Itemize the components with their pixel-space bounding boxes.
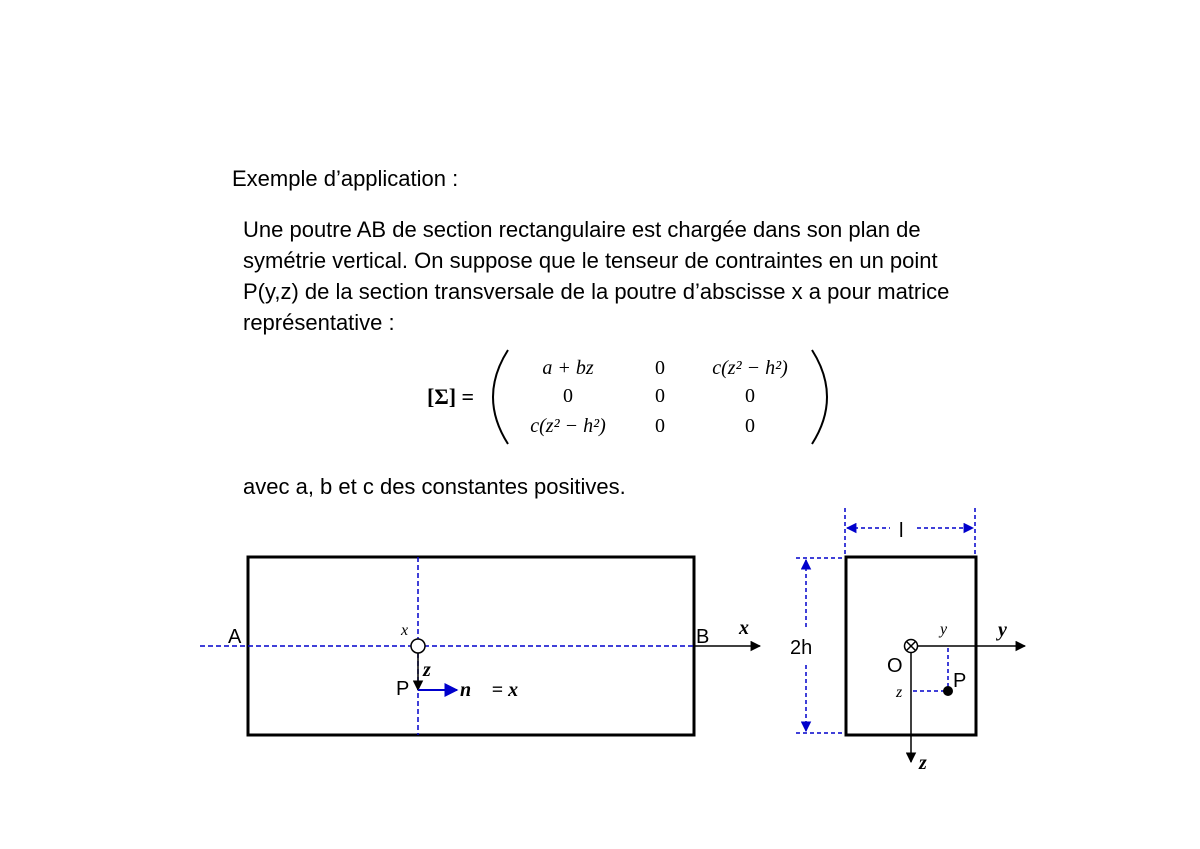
- matrix-right-paren: [812, 350, 827, 444]
- matrix-cell: c(z² − h²): [712, 357, 788, 379]
- matrix-cell: a + bz: [542, 357, 594, 379]
- axis-y-label: y⃗: [998, 619, 1023, 641]
- stress-matrix: [427, 350, 827, 444]
- label-x-small: x: [401, 622, 409, 639]
- paragraph-line: symétrie vertical. On suppose que le tenseur de contraintes en un point: [243, 248, 938, 273]
- label-b: B: [696, 626, 710, 648]
- section-point-circle: [411, 639, 425, 653]
- constants-note: avec a, b et c des constantes positives.: [243, 474, 626, 499]
- origin-label: O: [887, 655, 903, 677]
- matrix-cell: 0: [745, 385, 755, 407]
- height-label: 2h: [790, 637, 813, 659]
- matrix-left-paren: [493, 350, 508, 444]
- width-label: l: [899, 520, 904, 542]
- cross-section-diagram: [790, 508, 1025, 774]
- beam-diagram: [200, 557, 765, 735]
- paragraph-line: Une poutre AB de section rectangulaire est chargée dans son plan de: [243, 217, 921, 242]
- label-p: P: [396, 678, 410, 700]
- label-p-section: P: [953, 670, 967, 692]
- paragraph-line: P(y,z) de la section transversale de la poutre d’abscisse x a pour matrice: [243, 279, 950, 304]
- label-z-small: z: [896, 684, 903, 701]
- label-y-small: y: [940, 621, 948, 638]
- matrix-cell: c(z² − h²): [530, 415, 606, 437]
- matrix-cell: 0: [655, 415, 665, 437]
- example-heading: Exemple d’application :: [232, 166, 459, 191]
- point-p-dot: [943, 686, 953, 696]
- axis-z-label: z⃗: [423, 659, 447, 681]
- paragraph-line: représentative :: [243, 310, 395, 335]
- normal-label: n⃗ = x⃗: [460, 679, 534, 701]
- matrix-cell: 0: [655, 385, 665, 407]
- label-a: A: [228, 626, 242, 648]
- axis-x-label: x⃗: [739, 617, 765, 639]
- matrix-cell: 0: [655, 357, 665, 379]
- matrix-cell: 0: [563, 385, 573, 407]
- axis-z-label-section: z⃗: [919, 752, 943, 774]
- matrix-cell: 0: [745, 415, 755, 437]
- matrix-lhs: [Σ] =: [427, 384, 475, 409]
